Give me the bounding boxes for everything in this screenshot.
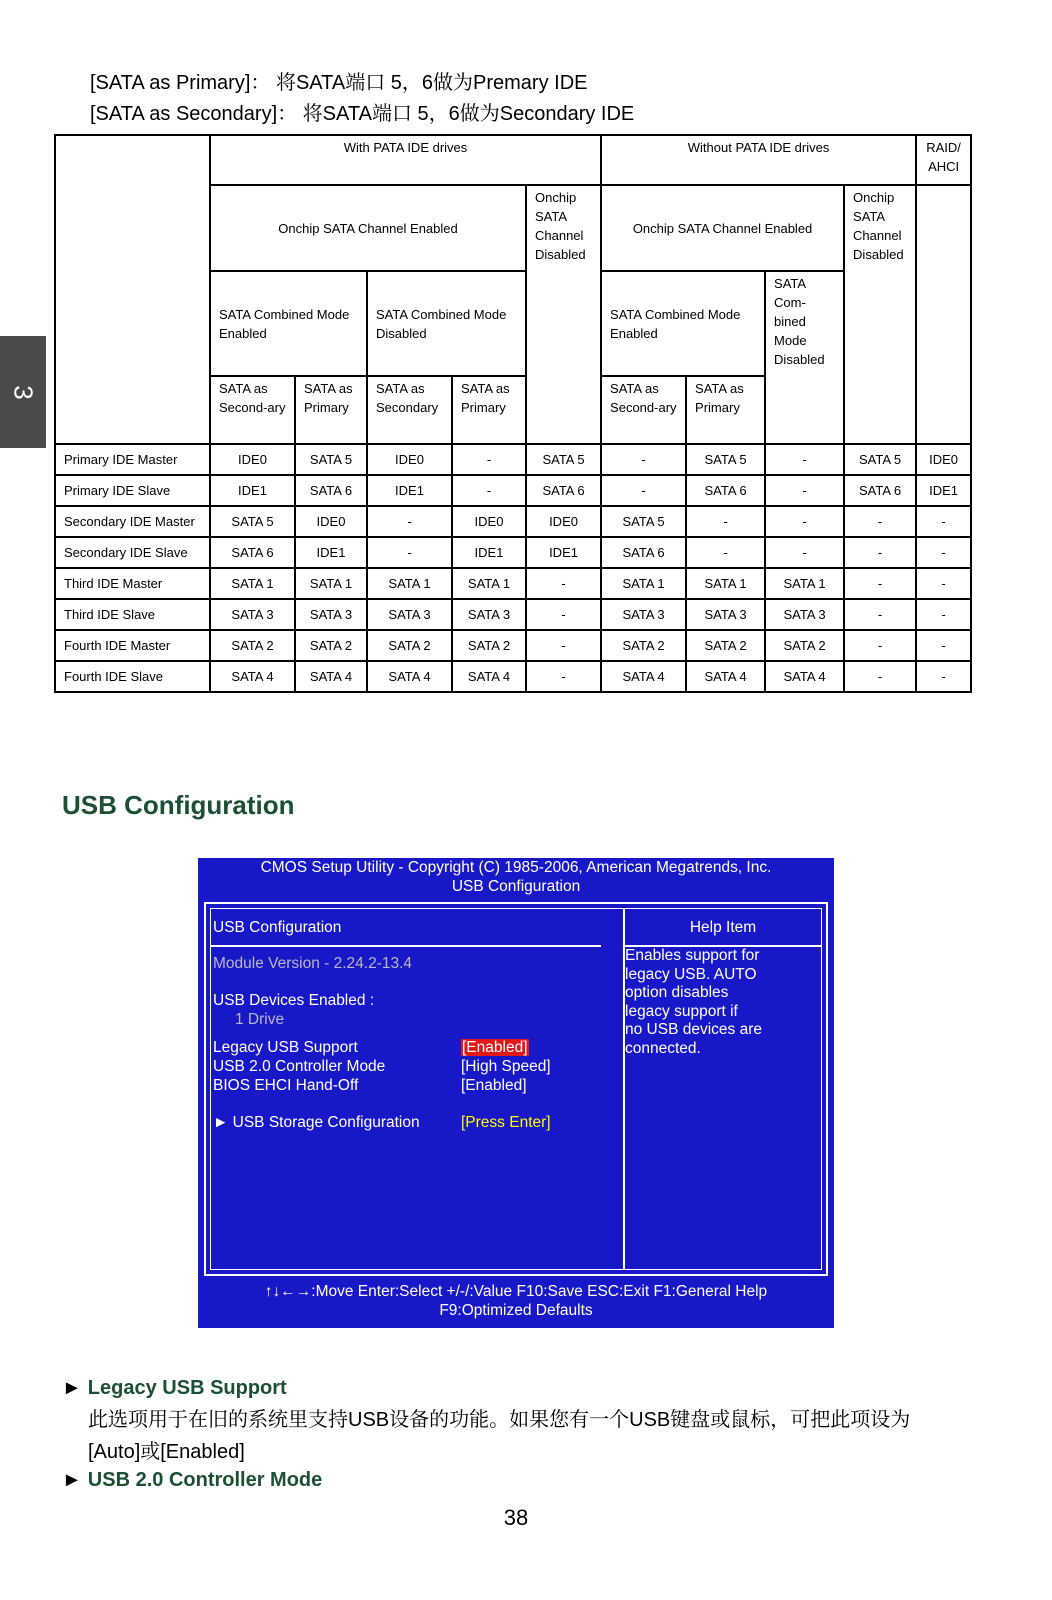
row-label: Third IDE Slave — [55, 599, 210, 630]
table-cell: SATA 3 — [295, 599, 367, 630]
triangle-arrow-icon: ► — [62, 1377, 82, 1399]
header-as-primary-2: SATA as Primary — [452, 376, 526, 443]
table-cell: - — [686, 506, 765, 537]
table-cell: - — [601, 475, 686, 506]
table-cell: - — [765, 537, 844, 568]
header-as-primary: SATA as Primary — [295, 376, 367, 443]
table-cell: SATA 2 — [295, 630, 367, 661]
table-cell: SATA 6 — [844, 475, 916, 506]
table-cell: SATA 6 — [526, 475, 601, 506]
table-cell: SATA 5 — [686, 444, 765, 475]
module-version: Module Version - 2.24.2-13.4 — [213, 955, 413, 972]
table-row — [55, 599, 971, 630]
help-line: no USB devices are — [625, 1021, 762, 1038]
table-cell: IDE1 — [295, 537, 367, 568]
row-label: Fourth IDE Master — [55, 630, 210, 661]
table-cell: SATA 6 — [601, 537, 686, 568]
table-cell: IDE0 — [526, 506, 601, 537]
ide-mapping-table — [54, 134, 972, 693]
header-channel-disabled-2: Onchip SATA Channel Disabled — [844, 185, 916, 443]
table-cell: SATA 4 — [210, 661, 295, 692]
legacy-usb-support-value[interactable] — [461, 1038, 529, 1057]
table-cell: SATA 1 — [765, 568, 844, 599]
header-channel-enabled: Onchip SATA Channel Enabled — [210, 185, 526, 271]
table-cell: - — [367, 537, 452, 568]
table-cell: IDE0 — [295, 506, 367, 537]
row-label: Fourth IDE Slave — [55, 661, 210, 692]
bios-panel-rule — [211, 945, 601, 947]
table-corner-cell — [55, 135, 210, 444]
table-cell: SATA 5 — [210, 506, 295, 537]
table-cell: IDE1 — [210, 475, 295, 506]
table-cell: SATA 1 — [210, 568, 295, 599]
table-cell: SATA 4 — [367, 661, 452, 692]
table-row — [55, 630, 971, 661]
chapter-number: 3 — [8, 384, 39, 400]
legacy-usb-support-label[interactable] — [213, 1038, 358, 1057]
table-cell: - — [916, 630, 971, 661]
table-cell: - — [526, 568, 601, 599]
table-cell: IDE1 — [452, 537, 526, 568]
table-cell: - — [844, 661, 916, 692]
table-cell: - — [916, 537, 971, 568]
table-cell: SATA 3 — [367, 599, 452, 630]
table-cell: SATA 2 — [452, 630, 526, 661]
table-cell: SATA 1 — [601, 568, 686, 599]
table-cell: SATA 2 — [367, 630, 452, 661]
table-cell: - — [844, 537, 916, 568]
table-cell: SATA 5 — [526, 444, 601, 475]
header-combined-disabled: SATA Combined Mode Disabled — [367, 271, 526, 376]
header-as-secondary-full: SATA as Secondary — [367, 376, 452, 443]
header-as-secondary: SATA as Second-ary — [210, 376, 295, 443]
table-cell: SATA 2 — [686, 630, 765, 661]
table-cell: - — [686, 537, 765, 568]
table-cell: SATA 4 — [295, 661, 367, 692]
table-row — [55, 661, 971, 692]
chapter-tab — [0, 336, 46, 448]
table-cell: - — [765, 475, 844, 506]
table-cell: SATA 3 — [765, 599, 844, 630]
table-cell: - — [526, 661, 601, 692]
table-row — [55, 568, 971, 599]
table-cell: - — [844, 506, 916, 537]
table-cell: SATA 2 — [601, 630, 686, 661]
table-cell: - — [844, 599, 916, 630]
table-cell: - — [844, 568, 916, 599]
usb20-controller-mode-label[interactable]: USB 2.0 Controller Mode — [213, 1058, 386, 1075]
table-cell: SATA 6 — [210, 537, 295, 568]
page-number: 38 — [503, 1505, 529, 1530]
table-cell: SATA 1 — [686, 568, 765, 599]
table-cell: SATA 4 — [686, 661, 765, 692]
table-row — [55, 475, 971, 506]
triangle-arrow-icon: ► — [62, 1469, 82, 1491]
table-cell: - — [526, 630, 601, 661]
usb-devices-value: 1 Drive — [235, 1011, 285, 1028]
legacy-usb-description-2: [Auto]或[Enabled] — [88, 1441, 245, 1463]
table-cell: - — [916, 506, 971, 537]
header-channel-disabled: Onchip SATA Channel Disabled — [526, 185, 601, 443]
raid-empty-cell — [916, 185, 971, 443]
table-cell: SATA 1 — [452, 568, 526, 599]
intro-line-secondary: [SATA as Secondary]： 将SATA端口 5，6做为Secondary IDE — [90, 103, 635, 125]
header-with-pata: With PATA IDE drives — [210, 135, 601, 185]
header-combined-enabled: SATA Combined Mode Enabled — [210, 271, 367, 376]
table-cell: IDE0 — [916, 444, 971, 475]
header-combined-enabled-2: SATA Combined Mode Enabled — [601, 271, 765, 376]
table-cell: SATA 6 — [295, 475, 367, 506]
usb-configuration-heading: USB Configuration — [62, 790, 295, 820]
header-channel-enabled-2: Onchip SATA Channel Enabled — [601, 185, 844, 271]
ehci-hand-off-value[interactable]: [Enabled] — [461, 1077, 527, 1094]
bios-frame — [204, 902, 828, 1276]
help-line: Enables support for — [625, 947, 760, 964]
row-label: Third IDE Master — [55, 568, 210, 599]
table-cell: - — [367, 506, 452, 537]
table-row — [55, 537, 971, 568]
table-cell: SATA 4 — [452, 661, 526, 692]
table-cell: SATA 3 — [601, 599, 686, 630]
table-cell: SATA 5 — [295, 444, 367, 475]
table-cell: IDE0 — [210, 444, 295, 475]
table-cell: IDE1 — [367, 475, 452, 506]
bios-panel-title: USB Configuration — [213, 919, 342, 936]
legacy-usb-support-selected: [Enabled] — [462, 1039, 528, 1056]
intro-line-primary: [SATA as Primary]： 将SATA端口 5，6做为Premary IDE — [90, 72, 588, 94]
table-cell: - — [765, 506, 844, 537]
header-combined-disabled-2: SATA Com-bined Mode Disabled — [765, 271, 844, 443]
table-cell: SATA 6 — [686, 475, 765, 506]
table-cell: IDE0 — [367, 444, 452, 475]
table-cell: - — [765, 444, 844, 475]
table-cell: SATA 2 — [210, 630, 295, 661]
table-cell: SATA 1 — [367, 568, 452, 599]
bios-help-title: Help Item — [689, 919, 757, 936]
table-cell: SATA 3 — [210, 599, 295, 630]
help-line: connected. — [625, 1039, 701, 1057]
usb20-controller-mode-value[interactable]: [High Speed] — [461, 1058, 551, 1075]
table-cell: - — [916, 661, 971, 692]
table-cell: IDE1 — [526, 537, 601, 568]
table-cell: - — [526, 599, 601, 630]
table-cell: SATA 5 — [601, 506, 686, 537]
legacy-usb-description: 此选项用于在旧的系统里支持USB设备的功能。如果您有一个USB键盘或鼠标，可把此项设为 — [88, 1409, 911, 1431]
help-line: option disables — [625, 984, 729, 1001]
bios-screen-title: USB Configuration — [451, 878, 581, 895]
row-label: Primary IDE Master — [55, 444, 210, 475]
bios-key-legend-2: F9:Optimized Defaults — [439, 1302, 593, 1319]
row-label: Secondary IDE Master — [55, 506, 210, 537]
usb-storage-press-enter[interactable]: [Press Enter] — [461, 1114, 551, 1131]
usb20-section-heading — [62, 1469, 322, 1492]
row-label: Primary IDE Slave — [55, 475, 210, 506]
help-line: legacy support if — [625, 1002, 738, 1020]
header-without-pata: Without PATA IDE drives — [601, 135, 916, 185]
table-cell: - — [601, 444, 686, 475]
usb-storage-configuration-item[interactable]: ► USB Storage Configuration — [213, 1114, 420, 1131]
table-cell: SATA 4 — [765, 661, 844, 692]
header-as-primary-3: SATA as Primary — [686, 376, 765, 443]
usb20-heading-text: USB 2.0 Controller Mode — [87, 1469, 323, 1491]
bios-frame-inner — [210, 908, 822, 1270]
table-cell: SATA 1 — [295, 568, 367, 599]
usb-devices-label: USB Devices Enabled : — [213, 992, 375, 1009]
table-cell: SATA 4 — [601, 661, 686, 692]
ehci-hand-off-label[interactable]: BIOS EHCI Hand-Off — [213, 1077, 359, 1094]
legacy-usb-heading-text: Legacy USB Support — [87, 1377, 287, 1399]
table-row — [55, 444, 971, 475]
table-cell: SATA 2 — [765, 630, 844, 661]
bios-key-legend: ↑↓←→:Move Enter:Select +/-/:Value F10:Save ESC:Exit F1:General Help — [264, 1283, 768, 1300]
table-cell: - — [452, 444, 526, 475]
bios-screenshot — [198, 858, 834, 1328]
table-row — [55, 506, 971, 537]
row-label: Secondary IDE Slave — [55, 537, 210, 568]
table-cell: IDE1 — [916, 475, 971, 506]
table-cell: SATA 5 — [844, 444, 916, 475]
help-line: legacy USB. AUTO — [625, 965, 757, 983]
legacy-usb-support-text: Legacy USB Support — [213, 1039, 358, 1056]
table-cell: - — [452, 475, 526, 506]
table-cell: - — [844, 630, 916, 661]
table-cell: - — [916, 599, 971, 630]
header-raid-ahci: RAID/ AHCI — [916, 135, 971, 185]
header-as-secondary-2: SATA as Second-ary — [601, 376, 686, 443]
table-cell: SATA 3 — [686, 599, 765, 630]
legacy-usb-section-heading — [62, 1377, 287, 1400]
table-cell: IDE0 — [452, 506, 526, 537]
table-cell: SATA 3 — [452, 599, 526, 630]
table-cell: - — [916, 568, 971, 599]
bios-copyright: CMOS Setup Utility - Copyright (C) 1985-2006, American Megatrends, Inc. — [260, 859, 772, 876]
